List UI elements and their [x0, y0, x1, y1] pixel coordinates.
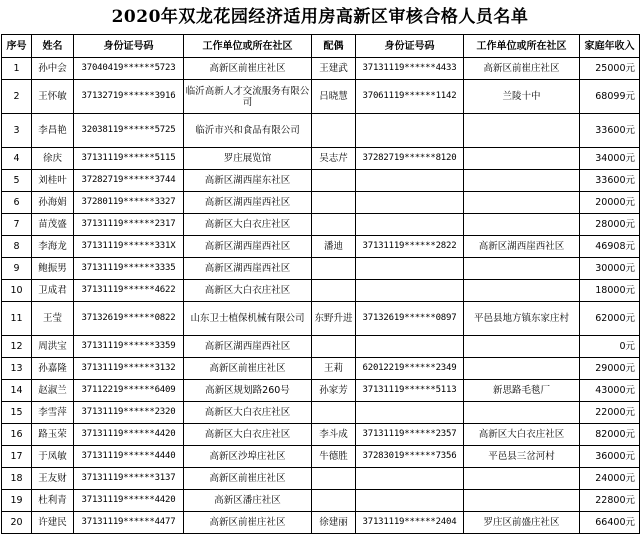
- table-row: [2, 446, 640, 468]
- table-row: [2, 58, 640, 80]
- cell-spouse-unit: 罗庄区前盛庄社区: [464, 512, 580, 534]
- cell-no: 16: [2, 424, 32, 446]
- cell-no: 20: [2, 512, 32, 534]
- cell-name: 王友财: [32, 468, 74, 490]
- cell-income: 62000元: [580, 302, 640, 336]
- cell-spouse-unit: [464, 468, 580, 490]
- cell-no: 8: [2, 236, 32, 258]
- cell-name: 孙嘉隆: [32, 358, 74, 380]
- cell-spouse: 徐建丽: [312, 512, 356, 534]
- cell-no: 7: [2, 214, 32, 236]
- cell-id: 37131119******2320: [74, 402, 184, 424]
- cell-income: 22000元: [580, 402, 640, 424]
- cell-income: 68099元: [580, 80, 640, 114]
- cell-spouse-id: [356, 468, 464, 490]
- cell-spouse: [312, 114, 356, 148]
- cell-id: 37131119******5115: [74, 148, 184, 170]
- cell-id: 37040419******5723: [74, 58, 184, 80]
- cell-unit: 高新区前崔庄社区: [184, 468, 312, 490]
- cell-spouse-id: 37282719******8120: [356, 148, 464, 170]
- cell-spouse-id: 37131119******2822: [356, 236, 464, 258]
- cell-no: 18: [2, 468, 32, 490]
- cell-name: 孙海娟: [32, 192, 74, 214]
- cell-spouse-unit: [464, 402, 580, 424]
- cell-income: 29000元: [580, 358, 640, 380]
- cell-unit: 临沂高新人才交流服务有限公司: [184, 80, 312, 114]
- applicant-table: [1, 34, 640, 534]
- cell-spouse: 王建武: [312, 58, 356, 80]
- header-income: 家庭年收入: [580, 35, 640, 58]
- cell-income: 34000元: [580, 148, 640, 170]
- cell-spouse-id: [356, 114, 464, 148]
- table-row: [2, 192, 640, 214]
- cell-no: 19: [2, 490, 32, 512]
- cell-income: 46908元: [580, 236, 640, 258]
- cell-no: 11: [2, 302, 32, 336]
- cell-unit: 高新区大白衣庄社区: [184, 214, 312, 236]
- cell-income: 18000元: [580, 280, 640, 302]
- cell-spouse-unit: [464, 358, 580, 380]
- cell-spouse-id: [356, 490, 464, 512]
- cell-no: 2: [2, 80, 32, 114]
- cell-id: 37131119******4622: [74, 280, 184, 302]
- cell-spouse-unit: 兰陵十中: [464, 80, 580, 114]
- cell-unit: 高新区潘庄社区: [184, 490, 312, 512]
- table-header-row: [2, 35, 640, 58]
- cell-unit: 临沂市兴和食品有限公司: [184, 114, 312, 148]
- header-spouse-id: 身份证号码: [356, 35, 464, 58]
- cell-spouse: [312, 192, 356, 214]
- cell-no: 10: [2, 280, 32, 302]
- cell-spouse-unit: [464, 280, 580, 302]
- cell-unit: 高新区规划路260号: [184, 380, 312, 402]
- cell-id: 37131119******3359: [74, 336, 184, 358]
- table-row: [2, 512, 640, 534]
- cell-spouse: 东野升进: [312, 302, 356, 336]
- cell-id: 37131119******4440: [74, 446, 184, 468]
- cell-spouse: [312, 258, 356, 280]
- cell-spouse: 吕晓慧: [312, 80, 356, 114]
- cell-id: 37112219******6409: [74, 380, 184, 402]
- cell-no: 1: [2, 58, 32, 80]
- cell-no: 17: [2, 446, 32, 468]
- cell-income: 36000元: [580, 446, 640, 468]
- cell-income: 24000元: [580, 468, 640, 490]
- cell-name: 赵淑兰: [32, 380, 74, 402]
- table-row: [2, 490, 640, 512]
- cell-no: 6: [2, 192, 32, 214]
- cell-id: 32038119******5725: [74, 114, 184, 148]
- cell-spouse-unit: 新思路毛毯厂: [464, 380, 580, 402]
- table-row: [2, 424, 640, 446]
- cell-spouse-id: 62012219******2349: [356, 358, 464, 380]
- table-row: [2, 302, 640, 336]
- cell-name: 李昌艳: [32, 114, 74, 148]
- cell-spouse-unit: [464, 192, 580, 214]
- cell-name: 于凤敏: [32, 446, 74, 468]
- cell-id: 37131119******4477: [74, 512, 184, 534]
- cell-spouse-unit: 平邑县地方镇东家庄村: [464, 302, 580, 336]
- table-row: [2, 258, 640, 280]
- cell-no: 5: [2, 170, 32, 192]
- cell-name: 王怀敏: [32, 80, 74, 114]
- cell-name: 李海龙: [32, 236, 74, 258]
- cell-spouse-unit: [464, 490, 580, 512]
- cell-spouse-id: 37131119******5113: [356, 380, 464, 402]
- cell-unit: 高新区沙埠庄社区: [184, 446, 312, 468]
- cell-name: 孙中会: [32, 58, 74, 80]
- cell-spouse: 李斗成: [312, 424, 356, 446]
- cell-name: 李雪萍: [32, 402, 74, 424]
- cell-no: 13: [2, 358, 32, 380]
- header-unit: 工作单位或所在社区: [184, 35, 312, 58]
- table-row: [2, 402, 640, 424]
- cell-name: 徐庆: [32, 148, 74, 170]
- cell-id: 37131119******4420: [74, 424, 184, 446]
- cell-id: 37131119******3335: [74, 258, 184, 280]
- header-id: 身份证号码: [74, 35, 184, 58]
- cell-spouse-unit: [464, 148, 580, 170]
- cell-name: 路玉荣: [32, 424, 74, 446]
- table-row: [2, 80, 640, 114]
- cell-income: 0元: [580, 336, 640, 358]
- document-title: 2020年双龙花园经济适用房高新区审核合格人员名单: [111, 7, 529, 27]
- cell-spouse-unit: [464, 114, 580, 148]
- cell-spouse-unit: 高新区大白衣庄社区: [464, 424, 580, 446]
- cell-id: 37131119******4420: [74, 490, 184, 512]
- cell-unit: 高新区大白衣庄社区: [184, 402, 312, 424]
- table-row: [2, 280, 640, 302]
- cell-unit: 高新区湖西崖西社区: [184, 192, 312, 214]
- cell-income: 43000元: [580, 380, 640, 402]
- cell-spouse: [312, 490, 356, 512]
- cell-name: 周洪宝: [32, 336, 74, 358]
- table-row: [2, 114, 640, 148]
- cell-spouse-id: 37061119******1142: [356, 80, 464, 114]
- cell-unit: 高新区大白衣庄社区: [184, 424, 312, 446]
- table-row: [2, 468, 640, 490]
- cell-no: 4: [2, 148, 32, 170]
- cell-unit: 高新区湖西崖西社区: [184, 336, 312, 358]
- cell-unit: 高新区前崔庄社区: [184, 358, 312, 380]
- cell-name: 刘桂叶: [32, 170, 74, 192]
- cell-income: 30000元: [580, 258, 640, 280]
- table-row: [2, 236, 640, 258]
- cell-no: 9: [2, 258, 32, 280]
- cell-income: 28000元: [580, 214, 640, 236]
- cell-id: 37132719******3916: [74, 80, 184, 114]
- cell-name: 苗茂盛: [32, 214, 74, 236]
- cell-income: 25000元: [580, 58, 640, 80]
- cell-no: 12: [2, 336, 32, 358]
- cell-no: 3: [2, 114, 32, 148]
- cell-id: 37280119******3327: [74, 192, 184, 214]
- cell-income: 33600元: [580, 114, 640, 148]
- cell-spouse-unit: 高新区前崔庄社区: [464, 58, 580, 80]
- table-row: [2, 358, 640, 380]
- cell-spouse: 吴志芹: [312, 148, 356, 170]
- cell-spouse: 潘迪: [312, 236, 356, 258]
- cell-unit: 高新区湖西崖西社区: [184, 258, 312, 280]
- cell-name: 王莹: [32, 302, 74, 336]
- cell-unit: 罗庄展览馆: [184, 148, 312, 170]
- cell-no: 15: [2, 402, 32, 424]
- header-spouse: 配偶: [312, 35, 356, 58]
- cell-spouse-unit: [464, 258, 580, 280]
- cell-spouse-id: [356, 258, 464, 280]
- table-row: [2, 148, 640, 170]
- cell-name: 杜利青: [32, 490, 74, 512]
- cell-name: 鲍振男: [32, 258, 74, 280]
- table-row: [2, 336, 640, 358]
- cell-spouse-id: 37131119******2357: [356, 424, 464, 446]
- table-row: [2, 214, 640, 236]
- cell-spouse-id: [356, 280, 464, 302]
- header-name: 姓名: [32, 35, 74, 58]
- cell-unit: 高新区大白衣庄社区: [184, 280, 312, 302]
- cell-income: 20000元: [580, 192, 640, 214]
- cell-unit: 山东卫士植保机械有限公司: [184, 302, 312, 336]
- cell-id: 37131119******3137: [74, 468, 184, 490]
- cell-no: 14: [2, 380, 32, 402]
- cell-spouse-id: [356, 336, 464, 358]
- cell-spouse-id: 37131119******2404: [356, 512, 464, 534]
- cell-spouse-id: [356, 170, 464, 192]
- cell-spouse-unit: 高新区湖西崖西社区: [464, 236, 580, 258]
- cell-spouse: [312, 402, 356, 424]
- cell-spouse: 牛德胜: [312, 446, 356, 468]
- cell-id: 37131119******2317: [74, 214, 184, 236]
- cell-id: 37131119******3132: [74, 358, 184, 380]
- cell-name: 许建民: [32, 512, 74, 534]
- cell-id: 37282719******3744: [74, 170, 184, 192]
- cell-spouse-id: 37132619******0897: [356, 302, 464, 336]
- cell-unit: 高新区湖西崖西社区: [184, 236, 312, 258]
- header-no: 序号: [2, 35, 32, 58]
- header-spouse-unit: 工作单位或所在社区: [464, 35, 580, 58]
- cell-spouse-unit: [464, 170, 580, 192]
- cell-spouse: 孙家芳: [312, 380, 356, 402]
- table-row: [2, 380, 640, 402]
- cell-income: 33600元: [580, 170, 640, 192]
- cell-id: 37131119******331X: [74, 236, 184, 258]
- cell-spouse-id: 37131119******4433: [356, 58, 464, 80]
- cell-spouse-id: [356, 214, 464, 236]
- cell-spouse: [312, 336, 356, 358]
- cell-unit: 高新区前崔庄社区: [184, 58, 312, 80]
- cell-spouse-unit: 平邑县三岔河村: [464, 446, 580, 468]
- cell-id: 37132619******0822: [74, 302, 184, 336]
- cell-income: 82000元: [580, 424, 640, 446]
- cell-spouse: [312, 280, 356, 302]
- cell-spouse: 王莉: [312, 358, 356, 380]
- cell-unit: 高新区湖西崖东社区: [184, 170, 312, 192]
- cell-spouse-unit: [464, 336, 580, 358]
- cell-spouse-id: [356, 192, 464, 214]
- cell-spouse: [312, 214, 356, 236]
- cell-spouse-id: 37283019******7356: [356, 446, 464, 468]
- table-row: [2, 170, 640, 192]
- cell-spouse-unit: [464, 214, 580, 236]
- cell-unit: 高新区前崔庄社区: [184, 512, 312, 534]
- cell-income: 66400元: [580, 512, 640, 534]
- cell-spouse: [312, 468, 356, 490]
- cell-income: 22800元: [580, 490, 640, 512]
- cell-spouse: [312, 170, 356, 192]
- cell-spouse-id: [356, 402, 464, 424]
- cell-name: 卫成君: [32, 280, 74, 302]
